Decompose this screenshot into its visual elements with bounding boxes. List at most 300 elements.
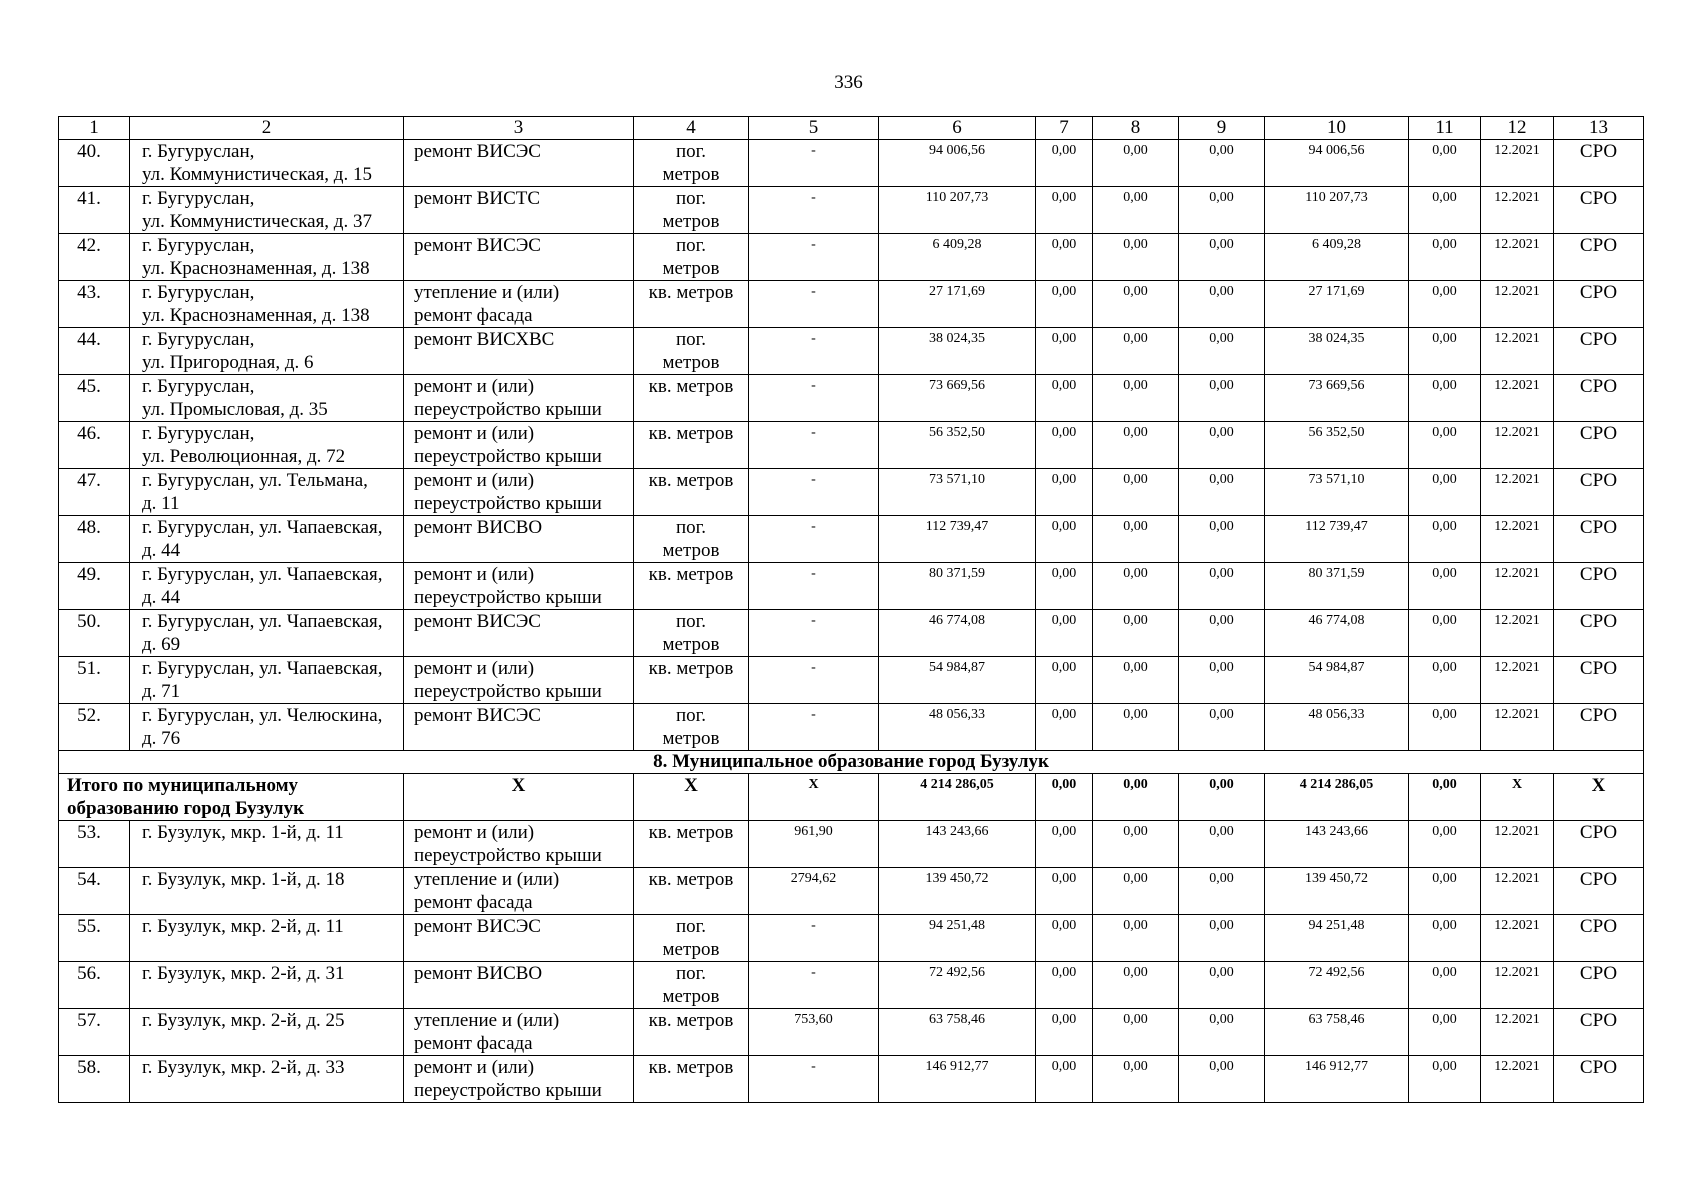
executor-cell: СРО (1554, 375, 1644, 422)
area-cell: - (749, 328, 879, 375)
column-number: 6 (879, 117, 1036, 140)
unit-cell (634, 868, 749, 915)
column-number: 2 (130, 117, 404, 140)
address-cell (130, 610, 404, 657)
value-cell-c12: 12.2021 (1481, 187, 1554, 234)
work-type-cell (404, 657, 634, 704)
column-number: 9 (1179, 117, 1265, 140)
value-cell-c10: 48 056,33 (1265, 704, 1409, 751)
unit-cell-line: кв. метров (648, 282, 734, 303)
value-cell-c9: 0,00 (1179, 422, 1265, 469)
value-cell-c6: 73 669,56 (879, 375, 1036, 422)
value-cell-c6: 80 371,59 (879, 563, 1036, 610)
area-cell: - (749, 516, 879, 563)
address-cell-line: г. Бугуруслан, ул. Чапаевская, (142, 658, 383, 679)
address-cell (130, 704, 404, 751)
table-row (59, 610, 1644, 657)
unit-cell-line: пог. (675, 916, 707, 937)
executor-cell: СРО (1554, 962, 1644, 1009)
value-cell-c9: 0,00 (1179, 704, 1265, 751)
value-cell-c8: 0,00 (1093, 516, 1179, 563)
executor-cell: СРО (1554, 915, 1644, 962)
address-cell-line: д. 11 (142, 493, 180, 514)
value-cell-c9: 0,00 (1179, 962, 1265, 1009)
unit-cell-line: пог. (675, 611, 707, 632)
executor-cell: СРО (1554, 1056, 1644, 1103)
value-cell-c6: 38 024,35 (879, 328, 1036, 375)
unit-cell (634, 821, 749, 868)
value-cell-c10: 46 774,08 (1265, 610, 1409, 657)
value-cell-c7: 0,00 (1036, 187, 1093, 234)
value-cell-c11: 0,00 (1409, 422, 1481, 469)
work-type-cell-line: ремонт фасада (414, 1033, 533, 1054)
address-cell (130, 1056, 404, 1103)
value-cell-c9: 0,00 (1179, 187, 1265, 234)
value-cell-c12: 12.2021 (1481, 657, 1554, 704)
address-cell (130, 140, 404, 187)
value-cell-c9: 0,00 (1179, 140, 1265, 187)
value-cell-c12: 12.2021 (1481, 281, 1554, 328)
unit-cell-line: пог. (675, 517, 707, 538)
table-row (59, 375, 1644, 422)
value-cell-c11: 0,00 (1409, 281, 1481, 328)
area-cell: - (749, 962, 879, 1009)
value-cell-c11: 0,00 (1409, 328, 1481, 375)
work-type-cell (404, 140, 634, 187)
area-cell: - (749, 281, 879, 328)
unit-cell-line: пог. (675, 705, 707, 726)
value-cell-c8: 0,00 (1093, 1056, 1179, 1103)
work-type-cell-line: утепление и (или) (414, 869, 560, 890)
value-cell-c7: 0,00 (1036, 657, 1093, 704)
column-number: 11 (1409, 117, 1481, 140)
value-cell-c11: 0,00 (1409, 657, 1481, 704)
work-type-cell-line: ремонт ВИСЭС (414, 141, 541, 162)
work-type-cell-line: переустройство крыши (414, 446, 602, 467)
work-type-cell-line: переустройство крыши (414, 493, 602, 514)
unit-cell (634, 516, 749, 563)
unit-cell-line: метров (662, 258, 720, 279)
unit-cell (634, 422, 749, 469)
work-type-cell (404, 422, 634, 469)
row-number: 57. (59, 1009, 130, 1056)
value-cell-c10: 143 243,66 (1265, 821, 1409, 868)
total-c8: 0,00 (1093, 774, 1179, 821)
table-row (59, 962, 1644, 1009)
address-cell (130, 821, 404, 868)
unit-cell (634, 1056, 749, 1103)
unit-cell (634, 140, 749, 187)
value-cell-c11: 0,00 (1409, 563, 1481, 610)
address-cell (130, 469, 404, 516)
unit-cell-line: кв. метров (648, 1010, 734, 1031)
value-cell-c10: 80 371,59 (1265, 563, 1409, 610)
address-cell (130, 962, 404, 1009)
value-cell-c11: 0,00 (1409, 1056, 1481, 1103)
value-cell-c6: 94 006,56 (879, 140, 1036, 187)
area-cell: - (749, 915, 879, 962)
work-type-cell-line: ремонт ВИСЭС (414, 235, 541, 256)
value-cell-c7: 0,00 (1036, 868, 1093, 915)
address-cell-line: г. Бугуруслан, (142, 235, 255, 256)
unit-cell (634, 610, 749, 657)
address-cell-line: г. Бузулук, мкр. 2-й, д. 33 (142, 1057, 345, 1078)
work-type-cell-line: ремонт и (или) (414, 1057, 535, 1078)
value-cell-c12: 12.2021 (1481, 915, 1554, 962)
value-cell-c6: 146 912,77 (879, 1056, 1036, 1103)
value-cell-c11: 0,00 (1409, 516, 1481, 563)
address-cell-line: ул. Коммунистическая, д. 15 (142, 164, 372, 185)
unit-cell (634, 187, 749, 234)
table-row (59, 1009, 1644, 1056)
value-cell-c8: 0,00 (1093, 281, 1179, 328)
value-cell-c7: 0,00 (1036, 281, 1093, 328)
address-cell-line: г. Бузулук, мкр. 1-й, д. 11 (142, 822, 344, 843)
value-cell-c6: 73 571,10 (879, 469, 1036, 516)
value-cell-c11: 0,00 (1409, 187, 1481, 234)
address-cell-line: ул. Революционная, д. 72 (142, 446, 346, 467)
executor-cell: СРО (1554, 469, 1644, 516)
value-cell-c9: 0,00 (1179, 1056, 1265, 1103)
value-cell-c9: 0,00 (1179, 516, 1265, 563)
value-cell-c9: 0,00 (1179, 610, 1265, 657)
address-cell-line: д. 44 (142, 587, 181, 608)
work-type-cell (404, 1009, 634, 1056)
total-label-line: образованию город Бузулук (67, 798, 305, 819)
work-type-cell-line: ремонт ВИСХВС (414, 329, 555, 350)
address-cell-line: г. Бугуруслан, (142, 329, 255, 350)
address-cell (130, 375, 404, 422)
value-cell-c11: 0,00 (1409, 1009, 1481, 1056)
area-cell: 2794,62 (749, 868, 879, 915)
value-cell-c11: 0,00 (1409, 375, 1481, 422)
value-cell-c6: 48 056,33 (879, 704, 1036, 751)
executor-cell: СРО (1554, 328, 1644, 375)
unit-cell-line: метров (662, 352, 720, 373)
value-cell-c6: 110 207,73 (879, 187, 1036, 234)
work-type-cell (404, 187, 634, 234)
work-type-cell-line: ремонт ВИСТС (414, 188, 541, 209)
work-type-cell (404, 234, 634, 281)
unit-cell-line: метров (662, 939, 720, 960)
value-cell-c11: 0,00 (1409, 915, 1481, 962)
work-type-cell-line: переустройство крыши (414, 681, 602, 702)
work-type-cell-line: ремонт ВИСЭС (414, 916, 541, 937)
value-cell-c9: 0,00 (1179, 328, 1265, 375)
column-number: 12 (1481, 117, 1554, 140)
table-body (59, 117, 1644, 1103)
value-cell-c7: 0,00 (1036, 962, 1093, 1009)
work-type-cell (404, 915, 634, 962)
address-cell-line: г. Бугуруслан, (142, 423, 255, 444)
address-cell-line: г. Бугуруслан, ул. Челюскина, (142, 705, 383, 726)
column-number: 3 (404, 117, 634, 140)
address-cell-line: г. Бугуруслан, (142, 141, 255, 162)
executor-cell: СРО (1554, 422, 1644, 469)
value-cell-c7: 0,00 (1036, 140, 1093, 187)
table-row (59, 187, 1644, 234)
value-cell-c8: 0,00 (1093, 1009, 1179, 1056)
area-cell: - (749, 704, 879, 751)
table-row (59, 704, 1644, 751)
work-type-cell-line: ремонт и (или) (414, 376, 535, 397)
value-cell-c7: 0,00 (1036, 422, 1093, 469)
value-cell-c8: 0,00 (1093, 868, 1179, 915)
value-cell-c8: 0,00 (1093, 915, 1179, 962)
value-cell-c12: 12.2021 (1481, 328, 1554, 375)
work-type-cell-line: утепление и (или) (414, 282, 560, 303)
table-row (59, 563, 1644, 610)
unit-cell-line: пог. (675, 963, 707, 984)
address-cell-line: г. Бугуруслан, ул. Чапаевская, (142, 611, 383, 632)
unit-cell-line: метров (662, 728, 720, 749)
address-cell (130, 234, 404, 281)
unit-cell (634, 328, 749, 375)
address-cell-line: ул. Пригородная, д. 6 (142, 352, 314, 373)
table-row (59, 868, 1644, 915)
unit-cell-line: метров (662, 211, 720, 232)
value-cell-c6: 143 243,66 (879, 821, 1036, 868)
area-cell: 753,60 (749, 1009, 879, 1056)
total-c13: X (1554, 774, 1644, 821)
row-number: 48. (59, 516, 130, 563)
row-number: 52. (59, 704, 130, 751)
row-number: 43. (59, 281, 130, 328)
address-cell-line: г. Бугуруслан, ул. Чапаевская, (142, 564, 383, 585)
value-cell-c6: 27 171,69 (879, 281, 1036, 328)
table-row (59, 422, 1644, 469)
value-cell-c10: 56 352,50 (1265, 422, 1409, 469)
unit-cell (634, 704, 749, 751)
row-number: 53. (59, 821, 130, 868)
row-number: 45. (59, 375, 130, 422)
executor-cell: СРО (1554, 868, 1644, 915)
value-cell-c11: 0,00 (1409, 868, 1481, 915)
executor-cell: СРО (1554, 516, 1644, 563)
area-cell: - (749, 375, 879, 422)
unit-cell-line: кв. метров (648, 423, 734, 444)
value-cell-c7: 0,00 (1036, 328, 1093, 375)
address-cell (130, 281, 404, 328)
work-type-cell (404, 328, 634, 375)
total-c11: 0,00 (1409, 774, 1481, 821)
section-title: 8. Муниципальное образование город Бузулук (59, 751, 1644, 774)
address-cell (130, 328, 404, 375)
area-cell: - (749, 610, 879, 657)
row-number: 41. (59, 187, 130, 234)
unit-cell-line: метров (662, 164, 720, 185)
value-cell-c8: 0,00 (1093, 422, 1179, 469)
total-label (59, 774, 404, 821)
value-cell-c12: 12.2021 (1481, 422, 1554, 469)
executor-cell: СРО (1554, 187, 1644, 234)
value-cell-c12: 12.2021 (1481, 868, 1554, 915)
value-cell-c8: 0,00 (1093, 187, 1179, 234)
value-cell-c9: 0,00 (1179, 375, 1265, 422)
address-cell (130, 563, 404, 610)
work-type-cell-line: ремонт и (или) (414, 423, 535, 444)
table-row (59, 1056, 1644, 1103)
value-cell-c12: 12.2021 (1481, 962, 1554, 1009)
work-type-cell (404, 868, 634, 915)
value-cell-c10: 72 492,56 (1265, 962, 1409, 1009)
unit-cell (634, 281, 749, 328)
address-cell (130, 422, 404, 469)
unit-cell (634, 375, 749, 422)
row-number: 55. (59, 915, 130, 962)
unit-cell-line: пог. (675, 235, 707, 256)
value-cell-c10: 73 571,10 (1265, 469, 1409, 516)
work-type-cell-line: ремонт фасада (414, 305, 533, 326)
unit-cell-line: кв. метров (648, 376, 734, 397)
address-cell-line: ул. Коммунистическая, д. 37 (142, 211, 372, 232)
value-cell-c8: 0,00 (1093, 704, 1179, 751)
value-cell-c10: 63 758,46 (1265, 1009, 1409, 1056)
value-cell-c12: 12.2021 (1481, 516, 1554, 563)
area-cell: - (749, 234, 879, 281)
value-cell-c12: 12.2021 (1481, 1009, 1554, 1056)
address-cell (130, 516, 404, 563)
unit-cell-line: метров (662, 634, 720, 655)
value-cell-c12: 12.2021 (1481, 469, 1554, 516)
value-cell-c12: 12.2021 (1481, 140, 1554, 187)
value-cell-c8: 0,00 (1093, 610, 1179, 657)
unit-cell-line: кв. метров (648, 564, 734, 585)
work-type-cell (404, 704, 634, 751)
value-cell-c11: 0,00 (1409, 469, 1481, 516)
unit-cell (634, 1009, 749, 1056)
value-cell-c7: 0,00 (1036, 469, 1093, 516)
value-cell-c12: 12.2021 (1481, 375, 1554, 422)
row-number: 46. (59, 422, 130, 469)
value-cell-c12: 12.2021 (1481, 234, 1554, 281)
value-cell-c8: 0,00 (1093, 375, 1179, 422)
work-type-cell (404, 821, 634, 868)
unit-cell-line: кв. метров (648, 869, 734, 890)
total-c4: X (634, 774, 749, 821)
value-cell-c8: 0,00 (1093, 328, 1179, 375)
value-cell-c10: 94 006,56 (1265, 140, 1409, 187)
value-cell-c11: 0,00 (1409, 610, 1481, 657)
value-cell-c10: 27 171,69 (1265, 281, 1409, 328)
executor-cell: СРО (1554, 821, 1644, 868)
work-type-cell-line: переустройство крыши (414, 399, 602, 420)
address-cell-line: ул. Краснознаменная, д. 138 (142, 305, 370, 326)
work-type-cell-line: переустройство крыши (414, 845, 602, 866)
value-cell-c10: 6 409,28 (1265, 234, 1409, 281)
value-cell-c10: 110 207,73 (1265, 187, 1409, 234)
work-type-cell (404, 1056, 634, 1103)
total-row (59, 774, 1644, 821)
value-cell-c9: 0,00 (1179, 915, 1265, 962)
work-type-cell-line: ремонт ВИСВО (414, 963, 543, 984)
value-cell-c7: 0,00 (1036, 915, 1093, 962)
table-row (59, 516, 1644, 563)
address-cell (130, 657, 404, 704)
work-type-cell-line: ремонт и (или) (414, 564, 535, 585)
work-type-cell-line: ремонт ВИСВО (414, 517, 543, 538)
address-cell-line: г. Бугуруслан, (142, 376, 255, 397)
value-cell-c10: 73 669,56 (1265, 375, 1409, 422)
row-number: 47. (59, 469, 130, 516)
unit-cell-line: пог. (675, 141, 707, 162)
value-cell-c8: 0,00 (1093, 821, 1179, 868)
executor-cell: СРО (1554, 657, 1644, 704)
work-type-cell (404, 281, 634, 328)
work-type-cell-line: ремонт и (или) (414, 658, 535, 679)
area-cell: - (749, 469, 879, 516)
value-cell-c6: 72 492,56 (879, 962, 1036, 1009)
address-cell-line: г. Бузулук, мкр. 2-й, д. 25 (142, 1010, 345, 1031)
address-cell-line: г. Бузулук, мкр. 2-й, д. 31 (142, 963, 345, 984)
page-number: 336 (834, 72, 863, 93)
value-cell-c10: 94 251,48 (1265, 915, 1409, 962)
column-number: 4 (634, 117, 749, 140)
value-cell-c7: 0,00 (1036, 821, 1093, 868)
area-cell: - (749, 422, 879, 469)
executor-cell: СРО (1554, 1009, 1644, 1056)
value-cell-c9: 0,00 (1179, 868, 1265, 915)
unit-cell (634, 915, 749, 962)
address-cell-line: г. Бугуруслан, ул. Чапаевская, (142, 517, 383, 538)
value-cell-c11: 0,00 (1409, 704, 1481, 751)
row-number: 49. (59, 563, 130, 610)
value-cell-c6: 54 984,87 (879, 657, 1036, 704)
column-number: 10 (1265, 117, 1409, 140)
value-cell-c10: 54 984,87 (1265, 657, 1409, 704)
value-cell-c6: 56 352,50 (879, 422, 1036, 469)
column-number: 13 (1554, 117, 1644, 140)
table-row (59, 328, 1644, 375)
area-cell: - (749, 187, 879, 234)
value-cell-c7: 0,00 (1036, 234, 1093, 281)
unit-cell-line: кв. метров (648, 1057, 734, 1078)
area-cell: - (749, 140, 879, 187)
total-c7: 0,00 (1036, 774, 1093, 821)
work-type-cell (404, 610, 634, 657)
row-number: 40. (59, 140, 130, 187)
table-row (59, 469, 1644, 516)
address-cell (130, 187, 404, 234)
value-cell-c6: 112 739,47 (879, 516, 1036, 563)
total-c3: X (404, 774, 634, 821)
unit-cell-line: метров (662, 540, 720, 561)
value-cell-c7: 0,00 (1036, 1009, 1093, 1056)
unit-cell-line: кв. метров (648, 822, 734, 843)
work-type-cell-line: ремонт и (или) (414, 470, 535, 491)
value-cell-c7: 0,00 (1036, 563, 1093, 610)
column-number: 5 (749, 117, 879, 140)
address-cell-line: г. Бузулук, мкр. 2-й, д. 11 (142, 916, 344, 937)
value-cell-c9: 0,00 (1179, 563, 1265, 610)
work-type-cell (404, 375, 634, 422)
unit-cell (634, 657, 749, 704)
row-number: 54. (59, 868, 130, 915)
address-cell-line: г. Бугуруслан, (142, 282, 255, 303)
unit-cell (634, 962, 749, 1009)
value-cell-c12: 12.2021 (1481, 563, 1554, 610)
value-cell-c6: 94 251,48 (879, 915, 1036, 962)
value-cell-c7: 0,00 (1036, 704, 1093, 751)
value-cell-c11: 0,00 (1409, 821, 1481, 868)
work-type-cell (404, 962, 634, 1009)
table-row (59, 281, 1644, 328)
value-cell-c9: 0,00 (1179, 234, 1265, 281)
value-cell-c6: 6 409,28 (879, 234, 1036, 281)
column-number: 1 (59, 117, 130, 140)
executor-cell: СРО (1554, 563, 1644, 610)
work-type-cell-line: переустройство крыши (414, 1080, 602, 1101)
